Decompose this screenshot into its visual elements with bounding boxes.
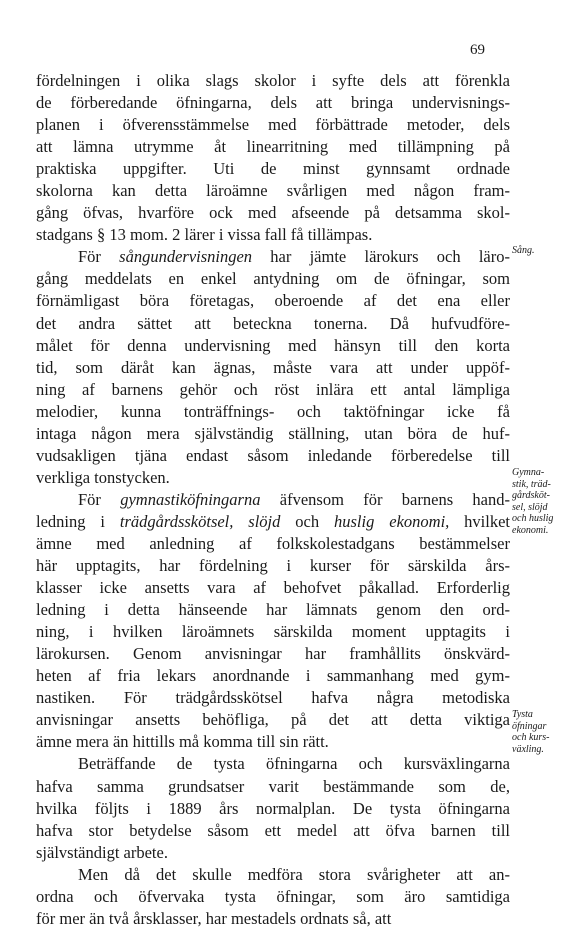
text-span: förnämligast böra företagas, oberoende af det ena eller [36,291,510,311]
text-span: och [280,511,335,531]
text-line [36,180,510,202]
text-line [36,577,510,599]
margin-note-line: växling. [512,743,544,755]
text-line [36,555,510,577]
margin-note-line: och kurs- [512,732,550,743]
text-line [36,158,510,180]
text-span: stadgans § 13 mom. 2 lärer i vissa fall få tillämpas. [36,225,373,245]
text-span: ning, i hvilken läroämnets särskilda moment upptagits i [36,622,510,642]
text-span: hvilket [449,511,510,531]
text-line [36,92,510,114]
text-span: klasser icke ansetts vara af behofvet påkallad. Erforderlig [36,578,510,598]
text-line [36,114,510,136]
text-span: gång öfvas, hvarföre ock med afseende på detsamma skol- [36,203,510,223]
text-span: heten af fria lekars anordnande i sammanhang med gym- [36,666,510,686]
text-span: ning af barnens gehör och röst inlära ett antal lämpliga [36,379,510,399]
margin-note-sang [512,245,574,257]
emphasized-term: huslig ekonomi, [334,511,450,531]
text-line [36,423,510,445]
text-span: hvilka följts i 1889 års normalplan. De tysta öfningarna [36,798,510,818]
margin-note-line: stik, träd- [512,478,551,490]
margin-note-line: Tysta [512,709,533,720]
text-line [36,511,510,533]
emphasized-term: sångundervisningen [119,247,253,267]
margin-note-tysta [512,709,574,755]
text-span: hafva samma grundsatser varit bestämmande som de, [36,776,510,796]
margin-note-line: Sång. [512,245,535,256]
text-span: fördelningen i olika slags skolor i syfte dels att förenkla [36,71,510,90]
text-span: planen i öfverensstämmelse med förbättrade metoder, dels [36,115,510,135]
text-line [36,842,510,864]
emphasized-term: trädgårdsskötsel, slöjd [119,511,281,531]
text-line [36,379,510,401]
text-span: att lämna utrymme åt linearritning med tillämpning på [36,137,510,157]
text-line [36,70,510,92]
text-line [36,401,510,423]
text-line [36,820,510,842]
text-span: ledning i detta hänseende har lämnats genom den ord- [36,600,510,620]
text-span: skolorna kan detta läroämne svårligen med någon fram- [36,181,510,201]
text-line [36,621,510,643]
text-span: lärokursen. Genom anvisningar har framhållits önskvärd- [36,644,510,664]
text-span: För [78,247,120,267]
text-span: ämne med anledning af folkskolestadgans bestämmelser [36,533,510,553]
text-span: intaga någon mera självständig ställning, utan böra de huf- [36,423,510,443]
margin-note-line: gårdsköt- [512,490,550,501]
margin-note-line: ekonomi. [512,524,549,536]
text-span: hafva stor betydelse såsom ett medel att öfva barnen till [36,820,510,840]
text-line [36,776,510,798]
text-line [36,908,510,930]
margin-note-gymnastik [512,467,574,536]
text-span: nastiken. För trädgårdsskötsel hafva några metodiska [36,688,510,708]
text-line [36,643,510,665]
text-line [36,599,510,621]
text-line [36,665,510,687]
text-span: det andra sättet att beteckna tonerna. Då hufvudföre- [36,313,510,333]
text-span: Beträffande de tysta öfningarna och kursväxlingarna [78,754,510,774]
text-line [36,357,510,379]
text-span: anvisningar ansetts behöfliga, på det att detta viktiga [36,710,510,730]
text-span: för mer än två årsklasser, har mestadels ordnats så, att [36,908,392,928]
text-line [36,731,510,753]
text-line [36,335,510,357]
text-span: praktiska uppgifter. Uti de minst gynnsamt ordnade [36,159,510,179]
text-span: melodier, kunna tonträffnings- och taktöfningar icke få [36,401,510,421]
text-line [36,246,510,268]
text-span: För [78,489,121,509]
text-line [36,467,510,489]
page-number: 69 [470,42,485,58]
text-span: verkliga tonstycken. [36,467,170,487]
text-span: gång meddelats en enkel antydning om de öfningar, som [36,269,510,289]
body-text [36,70,510,930]
emphasized-term: gymnastiköfningarna [120,489,261,509]
text-span: de förberedande öfningarna, dels att bringa undervisnings- [36,93,510,113]
text-span: målet för denna undervisning med hänsyn till den korta [36,335,510,355]
text-line [36,313,510,335]
text-line [36,489,510,511]
text-line [36,886,510,908]
text-line [36,709,510,731]
text-line [36,687,510,709]
text-span: självständigt arbete. [36,842,168,862]
text-line [36,753,510,775]
text-line [36,290,510,312]
text-line [36,445,510,467]
text-span: här upptagits, har fördelning i kurser för särskilda års- [36,556,510,576]
text-span: ämne mera än hittills må komma till sin rätt. [36,732,329,752]
text-line [36,798,510,820]
margin-note-line: öfningar [512,720,547,732]
text-span: vudsakligen tjäna endast såsom inledande förberedelse till [36,445,510,465]
margin-note-line: Gymna- [512,467,545,478]
text-span: äfvensom för barnens hand- [260,489,510,509]
text-line [36,224,510,246]
margin-note-line: och huslig [512,513,554,524]
text-span: ledning i [36,511,120,531]
text-line [36,202,510,224]
text-span: ordna och öfvervaka tysta öfningar, som äro samtidiga [36,886,510,906]
text-span: har jämte lärokurs och läro- [252,247,510,267]
text-line [36,136,510,158]
text-span: Men då det skulle medföra stora svårigheter att an- [78,864,510,884]
text-line [36,864,510,886]
text-line [36,533,510,555]
text-line [36,268,510,290]
margin-note-line: sel, slöjd [512,501,548,513]
text-span: tid, som däråt kan ägnas, måste vara att under uppöf- [36,357,510,377]
